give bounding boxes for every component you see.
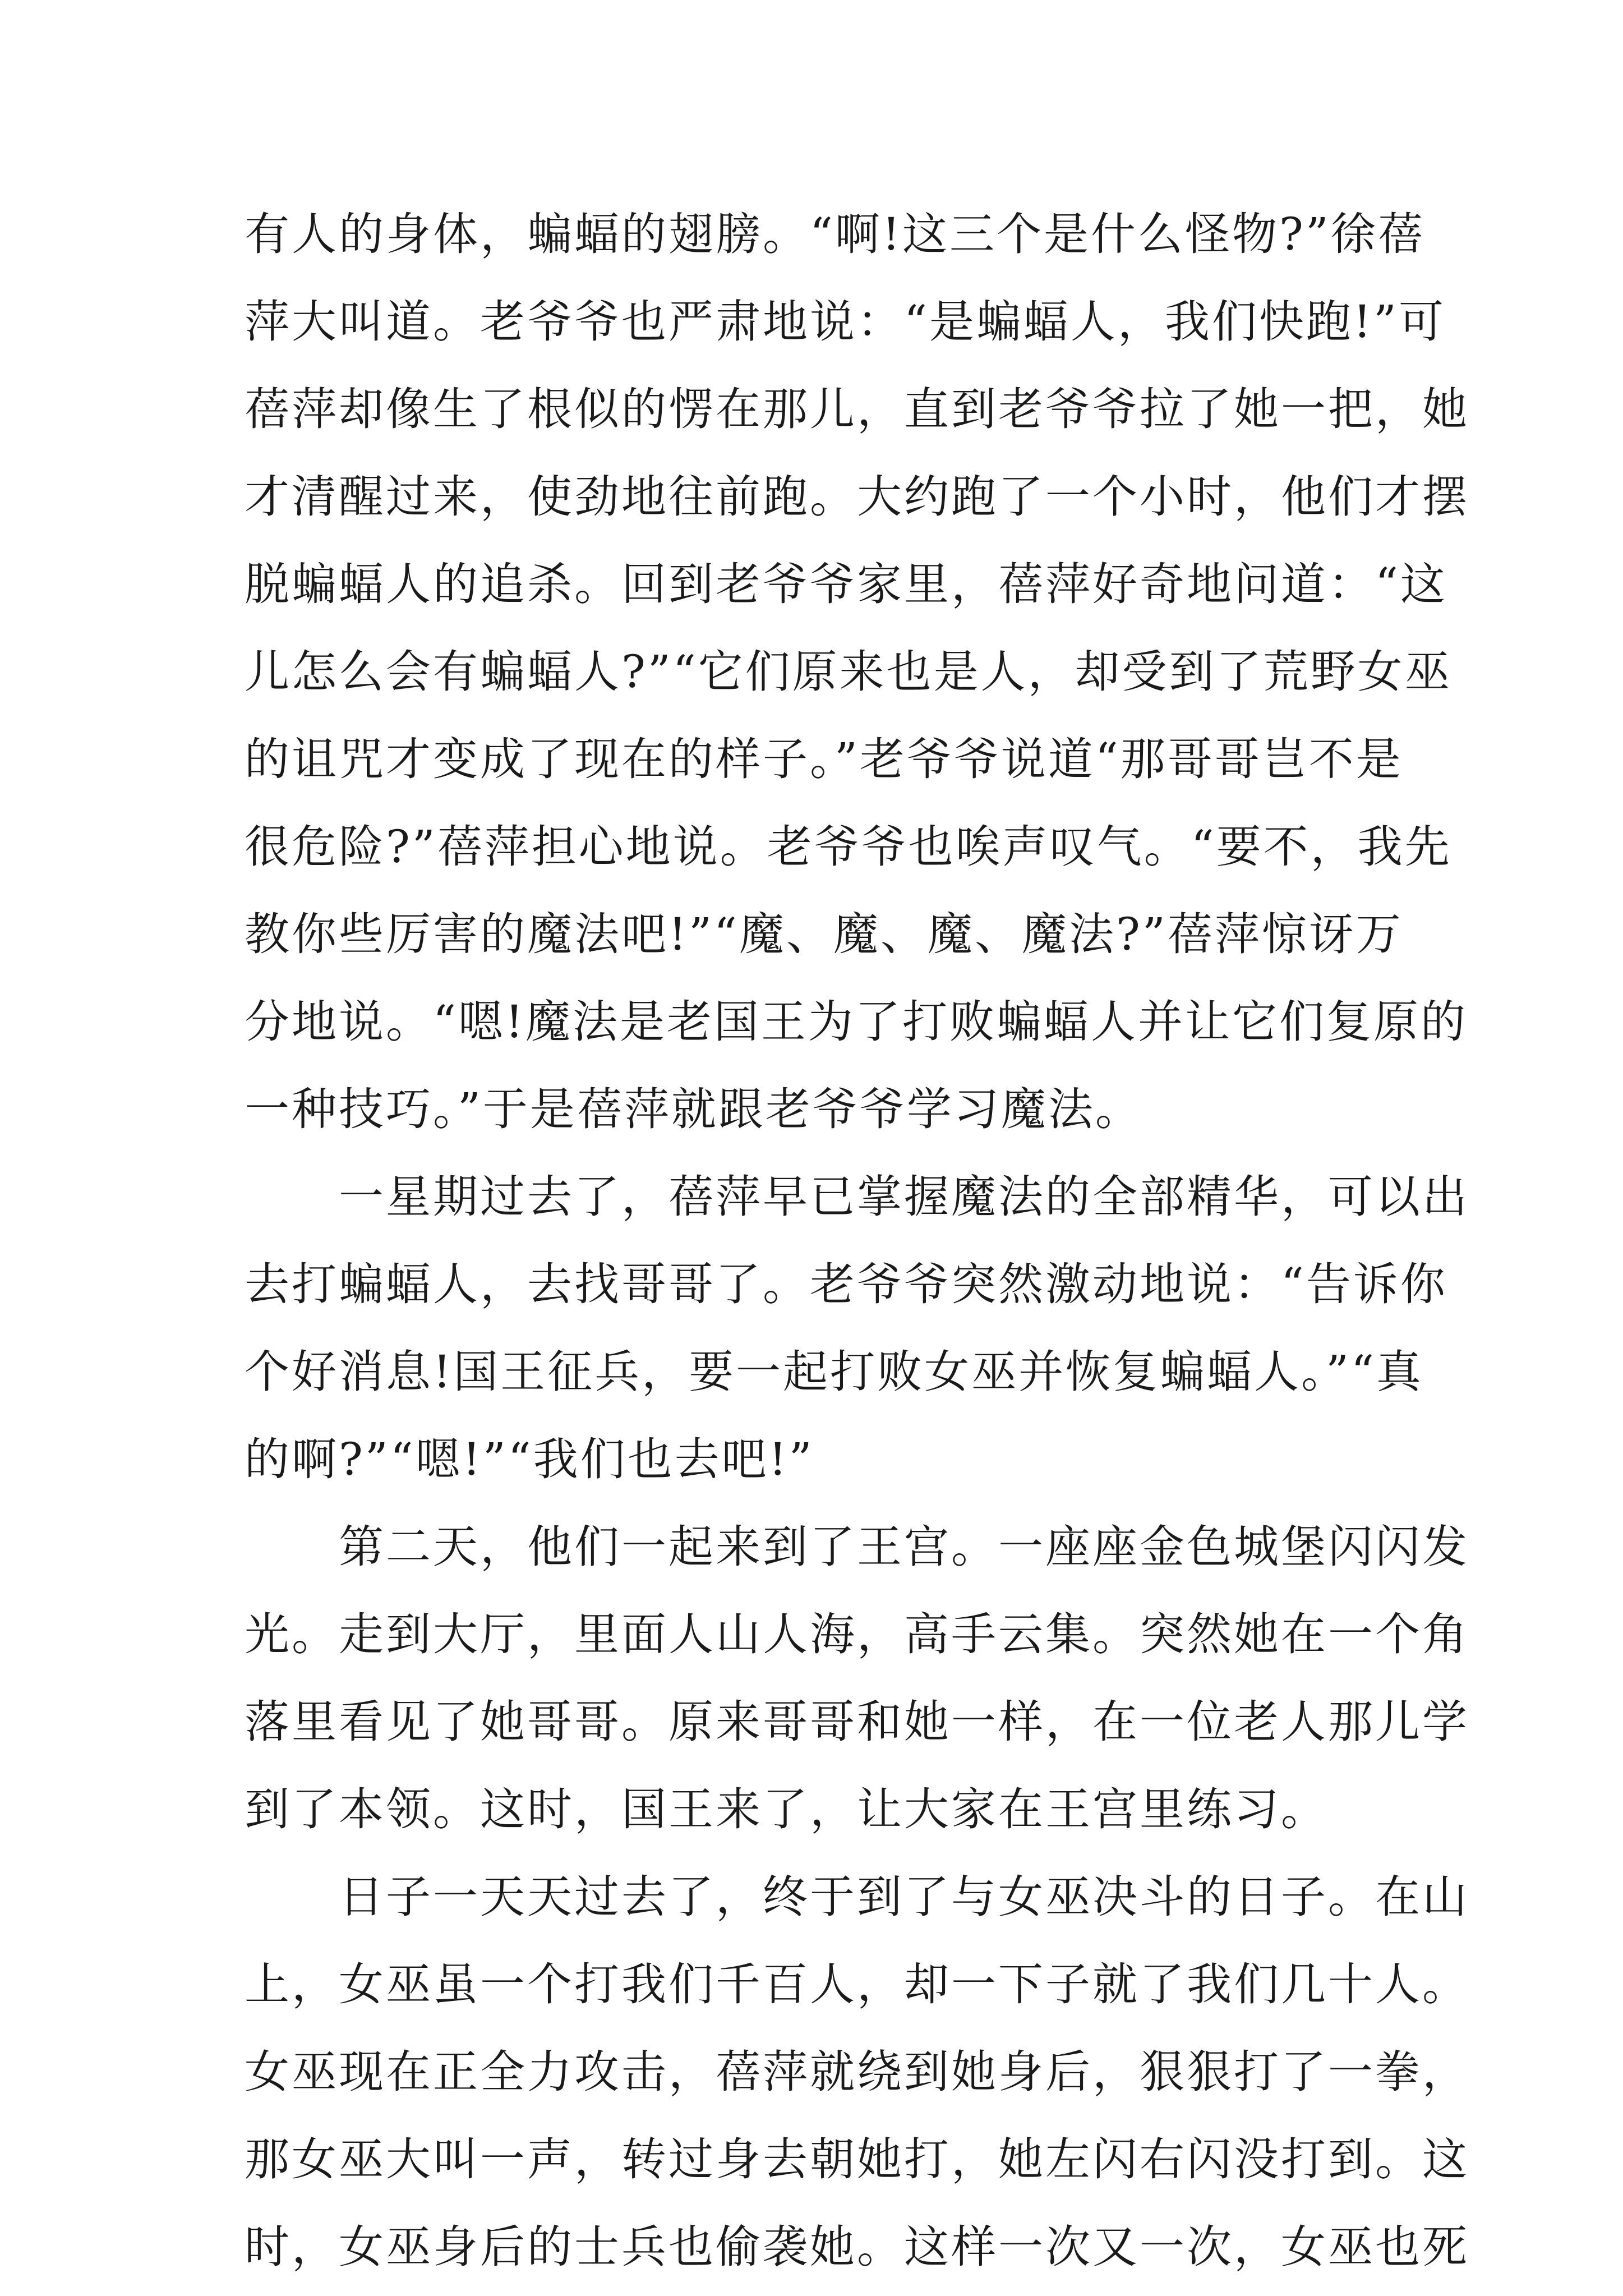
- story-text: [245, 191, 1469, 2291]
- text-line-14: 个好消息!国王征兵，要一起打败女巫并恢复蝙蝠人。”“真: [245, 1346, 1423, 1398]
- text-line-20: 日子一天天过去了，终于到了与女巫决斗的日子。在山: [339, 1871, 1469, 1923]
- text-line-11: 一种技巧。”于是蓓萍就跟老爷爷学习魔法。: [245, 1083, 1142, 1135]
- text-line-17: 光。走到大厅，里面人山人海，高手云集。突然她在一个角: [245, 1608, 1469, 1660]
- text-line-3: 蓓萍却像生了根似的愣在那儿，直到老爷爷拉了她一把，她: [245, 383, 1469, 435]
- text-line-8: 很危险?”蓓萍担心地说。老爷爷也唉声叹气。“要不，我先: [245, 821, 1452, 873]
- text-line-7: 的诅咒才变成了现在的样子。”老爷爷说道“那哥哥岂不是: [245, 733, 1403, 785]
- text-line-16: 第二天，他们一起来到了王宫。一座座金色城堡闪闪发: [339, 1521, 1469, 1573]
- text-line-21: 上，女巫虽一个打我们千百人，却一下子就了我们几十人。: [245, 1958, 1469, 2010]
- text-line-2: 萍大叫道。老爷爷也严肃地说：“是蝙蝠人，我们快跑!”可: [245, 296, 1446, 348]
- text-line-24: 时，女巫身后的士兵也偷袭她。这样一次又一次，女巫也死: [245, 2221, 1469, 2273]
- text-line-5: 脱蝙蝠人的追杀。回到老爷爷家里，蓓萍好奇地问道：“这: [245, 558, 1447, 610]
- text-line-13: 去打蝙蝠人，去找哥哥了。老爷爷突然激动地说：“告诉你: [245, 1258, 1447, 1310]
- text-line-4: 才清醒过来，使劲地往前跑。大约跑了一个小时，他们才摆: [245, 471, 1469, 523]
- text-line-22: 女巫现在正全力攻击，蓓萍就绕到她身后，狠狠打了一拳，: [245, 2046, 1469, 2098]
- text-line-9: 教你些厉害的魔法吧!”“魔、魔、魔、魔法?”蓓萍惊讶万: [245, 908, 1403, 960]
- text-line-15: 的啊?”“嗯!”“我们也去吧!”: [245, 1433, 814, 1485]
- text-line-23: 那女巫大叫一声，转过身去朝她打，她左闪右闪没打到。这: [245, 2133, 1469, 2185]
- text-line-12: 一星期过去了，蓓萍早已掌握魔法的全部精华，可以出: [339, 1171, 1469, 1223]
- text-line-6: 儿怎么会有蝙蝠人?”“它们原来也是人，却受到了荒野女巫: [245, 646, 1452, 698]
- text-line-1: 有人的身体，蝙蝠的翅膀。“啊!这三个是什么怪物?”徐蓓: [245, 208, 1425, 260]
- text-line-19: 到了本领。这时，国王来了，让大家在王宫里练习。: [245, 1783, 1328, 1835]
- text-line-10: 分地说。“嗯!魔法是老国王为了打败蝙蝠人并让它们复原的: [245, 996, 1468, 1048]
- text-line-18: 落里看见了她哥哥。原来哥哥和她一样，在一位老人那儿学: [245, 1696, 1469, 1748]
